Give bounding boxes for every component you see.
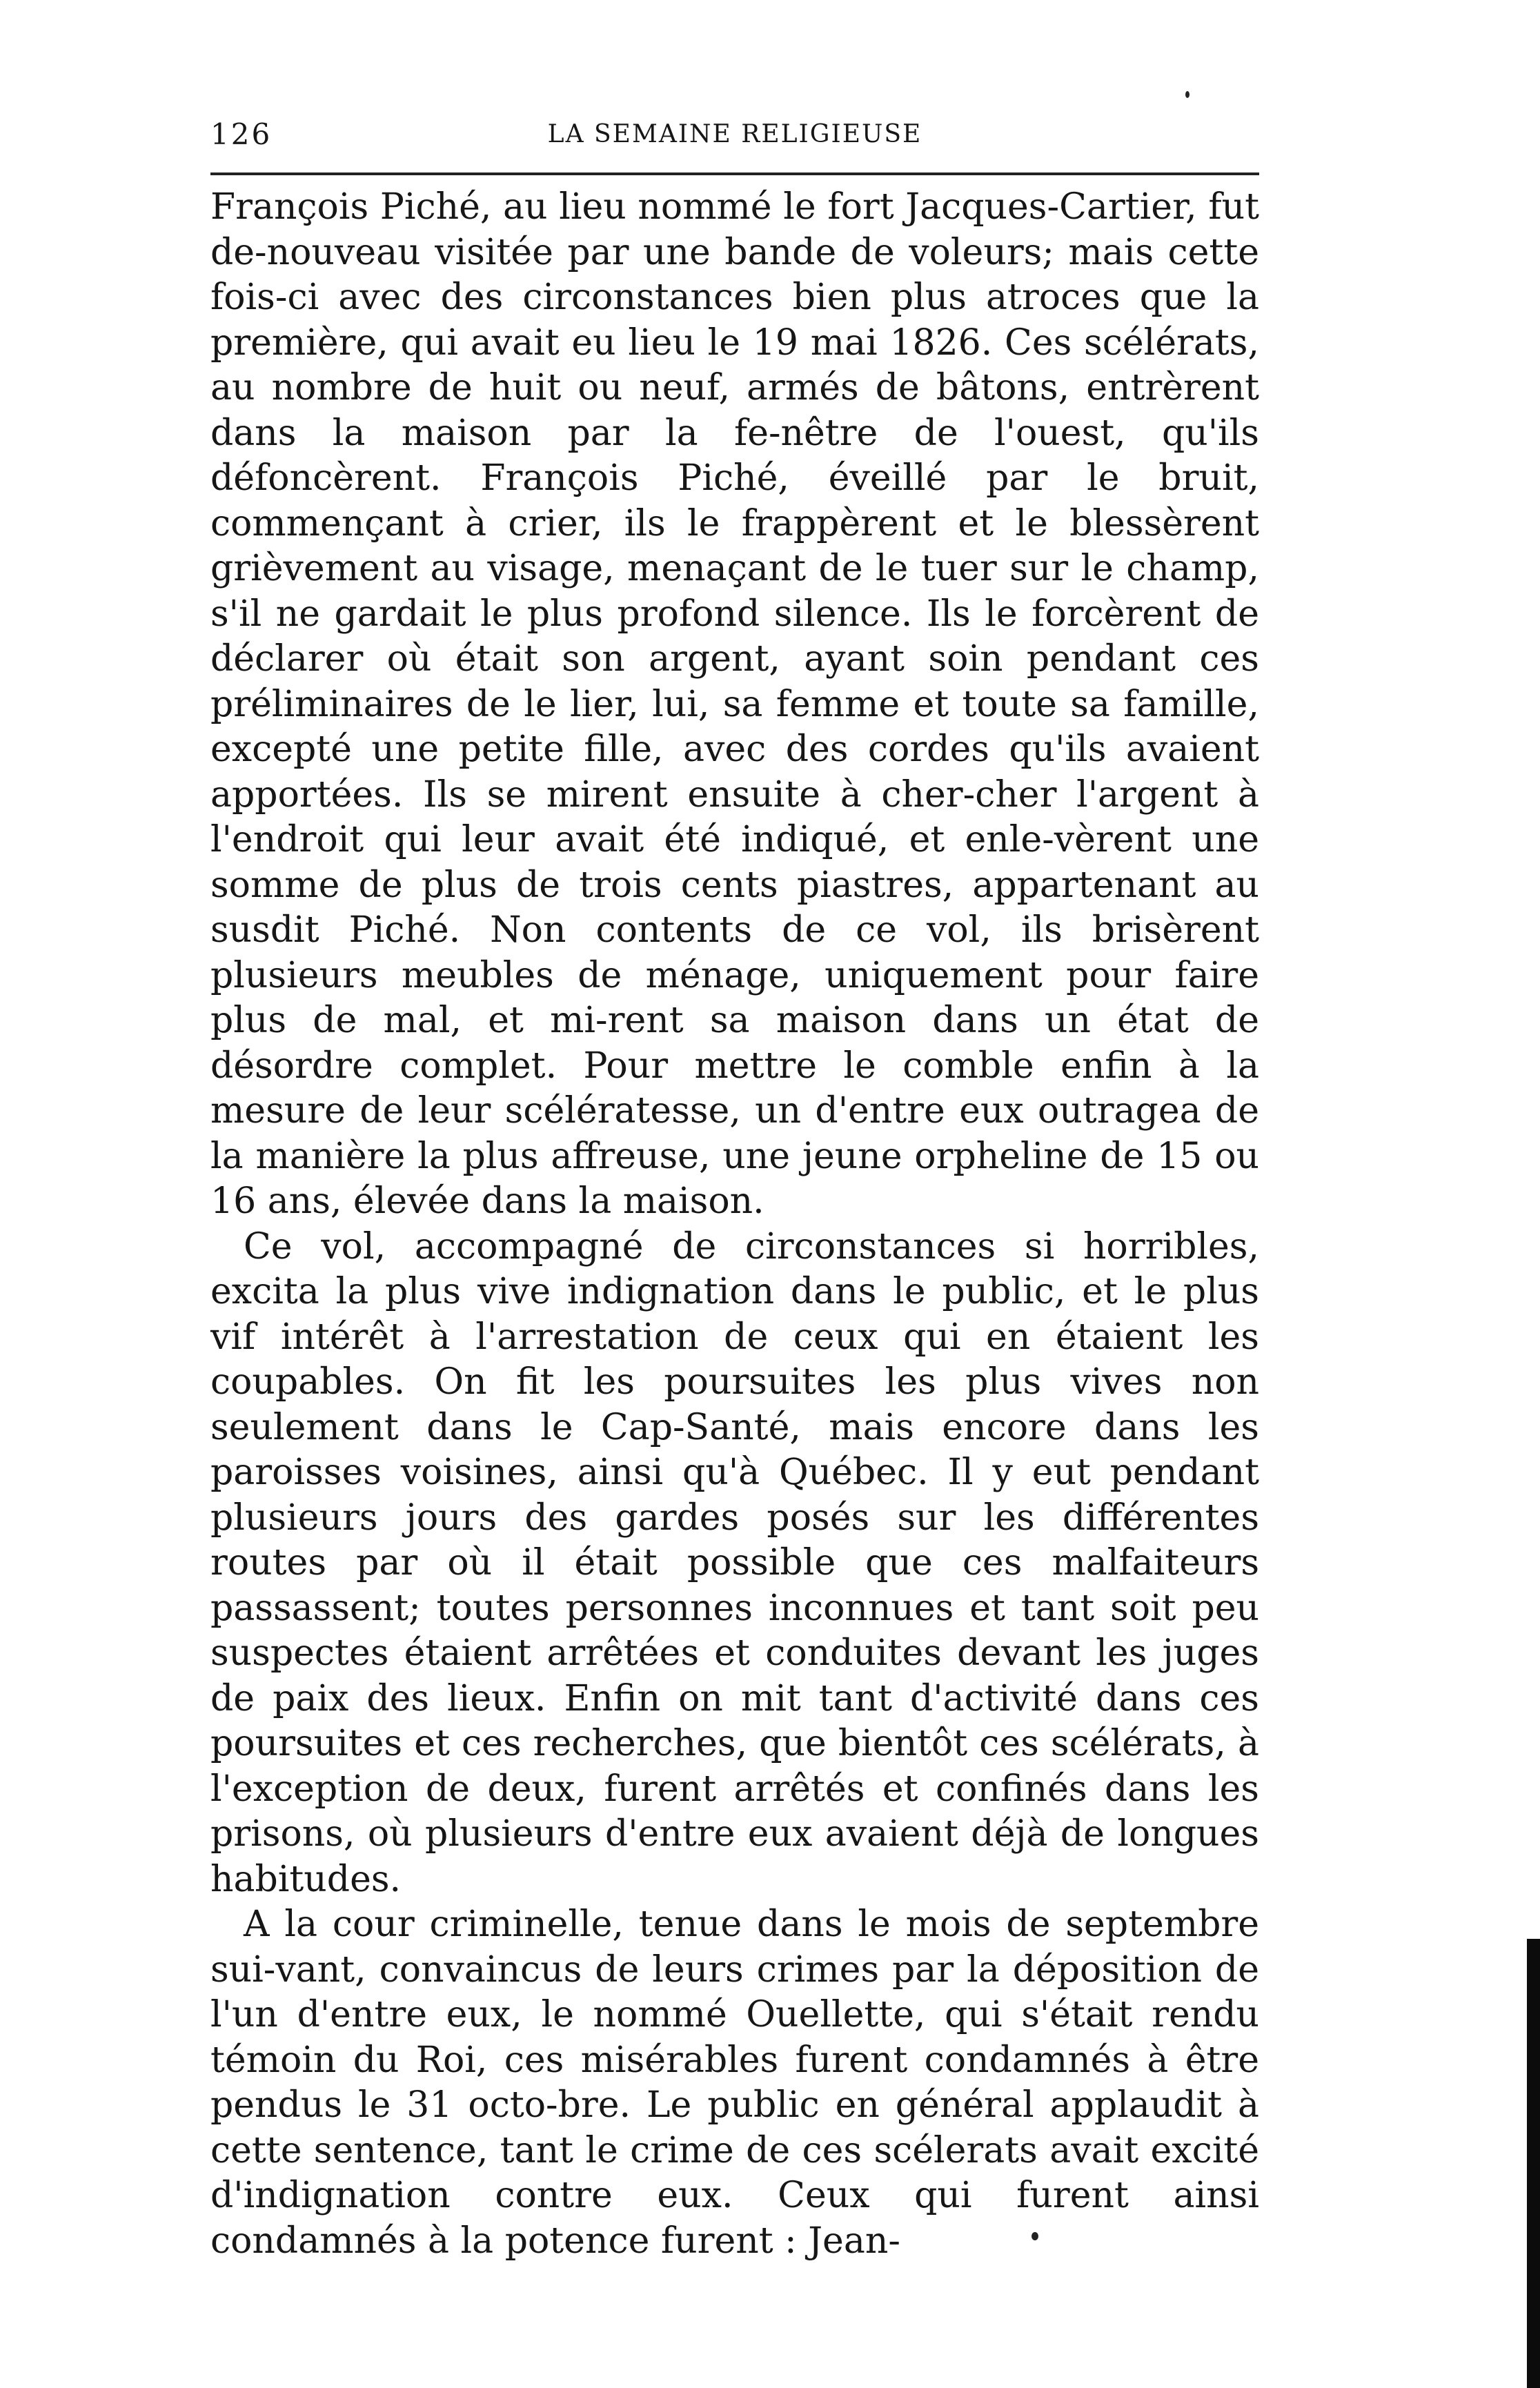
ink-speck (1185, 91, 1189, 98)
scan-edge-shadow (1527, 1939, 1540, 2388)
running-title: LA SEMAINE RELIGIEUSE (547, 120, 922, 148)
paragraph-2: Ce vol, accompagné de circonstances si horribles, excita la plus vive indignation dans le public, et le plus vif intérêt à l'arrestation de ceux qui en étaient les coupables. On fit les poursuites les plus vives non seulement dans le Cap-Santé, mais encore dans les paroisses voisines, ainsi qu'à Québec. Il y eut pendant plusieurs jours des gardes posés sur les différentes routes par où il était possible que ces malfaiteurs passassent; toutes personnes inconnues et tant soit peu suspectes étaient arrêtées et conduites devant les juges de paix des lieux. Enfin on mit tant d'activité dans ces poursuites et ces recherches, que bientôt ces scélérats, à l'exception de deux, furent arrêtés et confinés dans les prisons, où plusieurs d'entre eux avaient déjà de longues habitudes. (210, 1225, 1259, 1900)
paragraph-1: François Piché, au lieu nommé le fort Jacques-Cartier, fut de-nouveau visitée par une bande de voleurs; mais cette fois-ci avec des circonstances bien plus atroces que la première, qui avait eu lieu le 19 mai 1826. Ces scélérats, au nombre de huit ou neuf, armés de bâtons, entrèrent dans la maison par la fe-nêtre de l'ouest, qu'ils défoncèrent. François Piché, éveillé par le bruit, commençant à crier, ils le frappèrent et le blessèrent grièvement au visage, menaçant de le tuer sur le champ, s'il ne gardait le plus profond silence. Ils le forcèrent de déclarer où était son argent, ayant soin pendant ces préliminaires de le lier, lui, sa femme et toute sa famille, excepté une petite fille, avec des cordes qu'ils avaient apportées. Ils se mirent ensuite à cher-cher l'argent à l'endroit qui leur avait été indiqué, et enle-vèrent une somme de plus de trois cents piastres, appartenant au susdit Piché. Non contents de ce vol, ils brisèrent plusieurs meubles de ménage, uniquement pour faire plus de mal, et mi-rent sa maison dans un état de désordre complet. Pour mettre le comble enfin à la mesure de leur scélératesse, un d'entre eux outragea de la manière la plus affreuse, une jeune orpheline de 15 ou 16 ans, élevée dans la maison. (210, 186, 1259, 1222)
page-header (210, 110, 1259, 159)
page-body (210, 185, 1259, 2264)
paragraph-3: A la cour criminelle, tenue dans le mois de septembre sui-vant, convaincus de leurs crimes par la déposition de l'un d'entre eux, le nommé Ouellette, qui s'était rendu témoin du Roi, ces misérables furent condamnés à être pendus le 31 octo-bre. Le public en général applaudit à cette sentence, tant le crime de ces scélerats avait excité d'indignation contre eux. Ceux qui furent ainsi condamnés à la potence furent : Jean- (210, 1904, 1259, 2262)
ink-speck (1031, 2232, 1038, 2240)
header-rule (210, 172, 1259, 175)
page-number: 126 (210, 117, 273, 151)
